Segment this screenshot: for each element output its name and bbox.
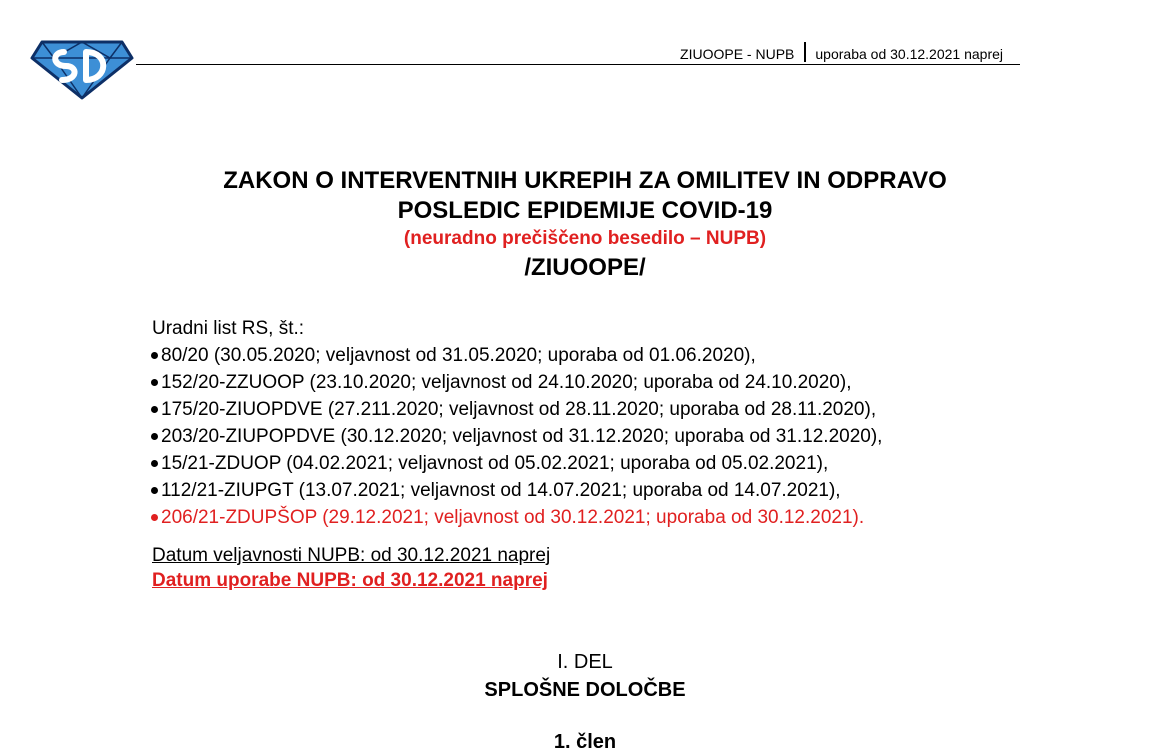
gazette-label: Uradni list RS, št.: bbox=[152, 318, 305, 339]
document-subtitle: (neuradno prečiščeno besedilo – NUPB) bbox=[403, 228, 767, 249]
gazette-item bbox=[151, 423, 882, 450]
gazette-item-text: 203/20-ZIUPOPDVE (30.12.2020; veljavnost od 31.12.2020; uporaba od 31.12.2020), bbox=[161, 426, 883, 447]
gazette-references bbox=[152, 315, 882, 531]
usage-date: Datum uporabe NUPB: od 30.12.2021 naprej bbox=[152, 570, 548, 591]
header-separator bbox=[804, 42, 806, 62]
gazette-item-text: 80/20 (30.05.2020; veljavnost od 31.05.2020; uporaba od 01.06.2020), bbox=[161, 345, 756, 366]
part-number: I. DEL bbox=[557, 651, 613, 673]
document-title-line-1: ZAKON O INTERVENTNIH UKREPIH ZA OMILITEV IN ODPRAVO bbox=[223, 167, 947, 194]
bullet-icon bbox=[151, 379, 158, 386]
document-abbreviation: /ZIUOOPE/ bbox=[524, 254, 646, 281]
bullet-icon bbox=[151, 514, 158, 521]
bullet-icon bbox=[151, 433, 158, 440]
header-rule bbox=[136, 64, 1020, 65]
gazette-item bbox=[151, 396, 882, 423]
gazette-item bbox=[151, 450, 882, 477]
bullet-icon bbox=[151, 406, 158, 413]
gazette-item-latest bbox=[151, 504, 882, 531]
gazette-item bbox=[151, 342, 882, 369]
bullet-icon bbox=[151, 352, 158, 359]
gazette-item-text: 15/21-ZDUOP (04.02.2021; veljavnost od 05.02.2021; uporaba od 05.02.2021), bbox=[161, 453, 829, 474]
bullet-icon bbox=[151, 487, 158, 494]
gazette-item bbox=[151, 369, 882, 396]
document-title-block bbox=[0, 166, 1157, 284]
nupb-dates bbox=[152, 543, 550, 593]
diamond-logo-icon bbox=[30, 38, 134, 100]
gazette-item-text: 206/21-ZDUPŠOP (29.12.2021; veljavnost od 30.12.2021; uporaba od 30.12.2021). bbox=[161, 507, 865, 528]
running-header bbox=[680, 44, 1003, 64]
document-title-line-2: POSLEDIC EPIDEMIJE COVID-19 bbox=[397, 197, 773, 224]
header-abbreviation: ZIUOOPE - NUPB bbox=[680, 46, 795, 62]
gazette-item-text: 175/20-ZIUOPDVE (27.211.2020; veljavnost od 28.11.2020; uporaba od 28.11.2020), bbox=[161, 399, 877, 420]
header-usage: uporaba od 30.12.2021 naprej bbox=[815, 46, 1003, 62]
article-heading: 1. člen bbox=[553, 731, 617, 753]
bullet-icon bbox=[151, 460, 158, 467]
validity-date: Datum veljavnosti NUPB: od 30.12.2021 naprej bbox=[152, 545, 551, 566]
part-title: SPLOŠNE DOLOČBE bbox=[484, 679, 686, 701]
gazette-item-text: 112/21-ZIUPGT (13.07.2021; veljavnost od 14.07.2021; uporaba od 14.07.2021), bbox=[161, 480, 841, 501]
gazette-item bbox=[151, 477, 882, 504]
part-heading bbox=[0, 648, 1157, 704]
gazette-item-text: 152/20-ZZUOOP (23.10.2020; veljavnost od 24.10.2020; uporaba od 24.10.2020), bbox=[161, 372, 852, 393]
gazette-list bbox=[152, 342, 882, 531]
